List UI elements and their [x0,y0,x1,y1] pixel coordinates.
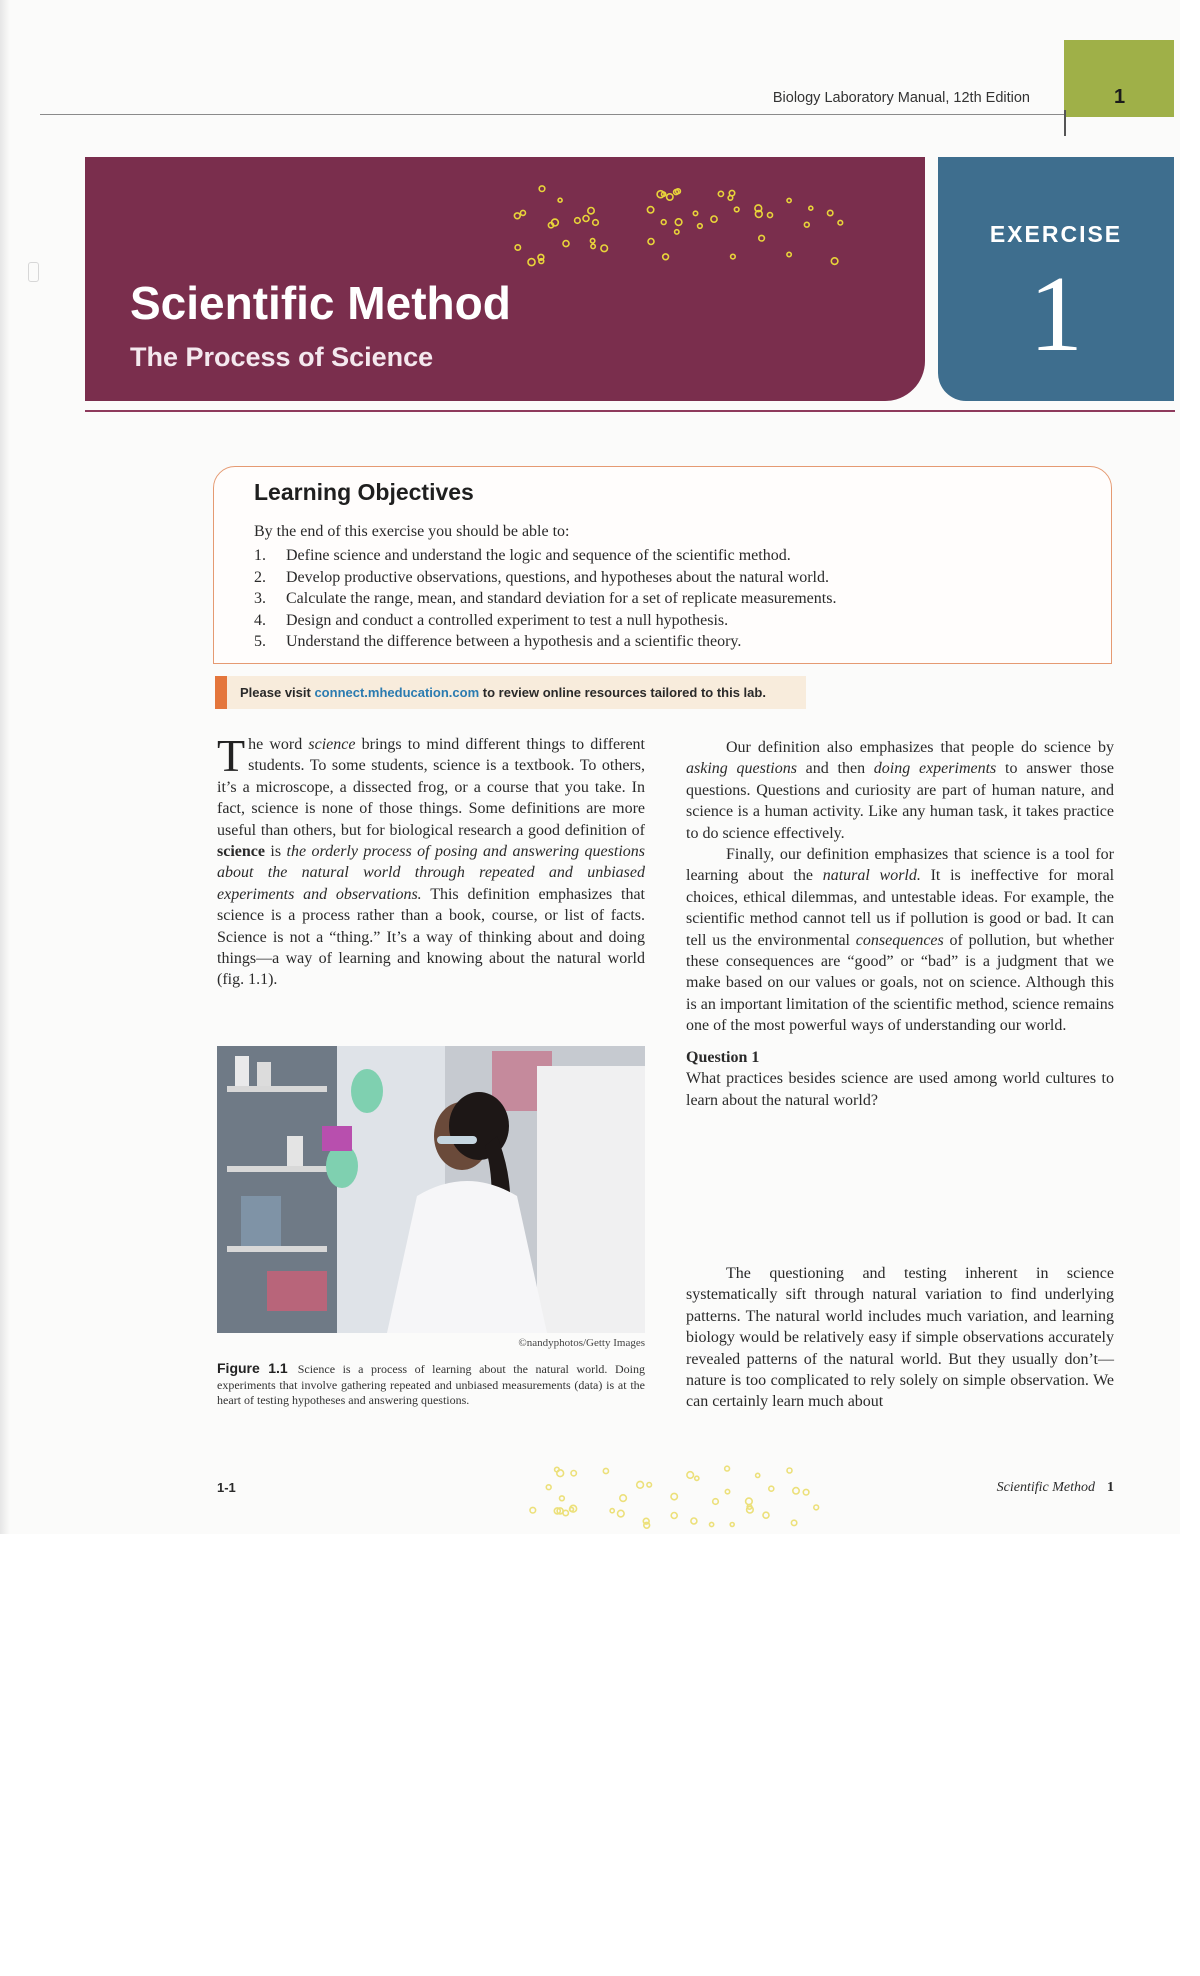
scan-edge-shadow [0,0,10,1534]
objective-text: Design and conduct a controlled experiment to test a null hypothesis. [286,611,729,629]
decorative-dot [718,191,723,196]
decorative-dot [711,216,717,222]
banner-rule [85,410,1175,412]
objective-number: 3. [254,590,266,607]
decorative-dot [593,220,599,226]
decorative-dot [759,235,765,241]
decorative-dot [730,1523,734,1527]
decorative-dot [671,1493,677,1499]
decorative-dot [768,213,773,218]
folio-title: Scientific Method [996,1480,1095,1495]
decorative-dot [539,259,544,264]
text-run: is [264,843,287,861]
online-resources-banner [215,676,806,709]
decorative-dot [691,1518,697,1524]
chapter-title: Scientific Method [130,277,511,329]
figure-caption [217,1361,645,1409]
decorative-dot [725,1489,729,1493]
decorative-dot [620,1495,627,1502]
decorative-dot [814,1505,819,1510]
decorative-dot [713,1499,719,1505]
banner-accent-bar [215,676,227,709]
objective-item [254,610,836,632]
exercise-box [938,157,1174,401]
decorative-dot [560,1496,565,1501]
definition-italic: the orderly process of posing and answering questions about the natural world through repeated and unbiased experiments and observations. [217,843,646,903]
decorative-dot [570,1507,574,1511]
decorative-dot [793,1488,799,1494]
folio-right [900,1480,1114,1496]
page-tab-number: 1 [1114,86,1126,108]
intro-paragraph [217,730,646,991]
paragraph [686,844,1114,1037]
decorative-dot [791,1520,796,1525]
decorative-dot [787,1468,792,1473]
figure-caption-text: Science is a process of learning about the natural world. Doing experiments that involve gathering repeated and unbiased measurements (data) is at the heart of testing hypotheses and answering questions. [217,1362,645,1407]
exercise-number: 1 [1029,255,1083,374]
decorative-dot [756,1473,760,1477]
running-header: Biology Laboratory Manual, 12th Edition [772,90,1030,106]
photo-credit: ©nandyphotos/Getty Images [518,1337,645,1349]
text-run: of pollution, but whether these consequences are “good” or “bad” is a judgment that we make based on our values or goals, not on science. Although this is an important limitation of the scientific method, science remains one of the most powerful ways of understanding our world. [686,931,1114,1035]
decorative-dot [515,245,520,250]
decorative-dot [583,216,589,222]
decorative-dot [563,1510,568,1515]
decorative-dot [539,186,545,192]
decorative-dot [601,245,608,252]
decorative-dot [588,208,594,214]
decorative-dot [591,244,595,248]
chapter-subtitle: The Process of Science [130,342,434,372]
italic-term: doing experiments [873,760,997,778]
decorative-dot [746,1498,753,1505]
decorative-dot [695,1476,699,1480]
decorative-dot [809,206,813,210]
decorative-dot [618,1510,625,1517]
italic-term: natural world. [822,867,921,885]
decorative-dot [663,254,669,260]
decorative-dot [804,222,809,227]
text-run: Finally, our definition emphasizes that science is a tool for learning about the [686,846,1114,885]
decorative-dot [514,213,520,219]
objective-text: Define science and understand the logic and sequence of the scientific method. [286,547,791,564]
decorative-dot [787,252,791,256]
decorative-dot [675,230,679,234]
decorative-dot [734,207,739,212]
decorative-dot [648,239,654,245]
text-run: brings to mind different things to different students. To some students, science is a textbook. To others, it’s a microscope, a dissected frog, or a course that you take. In fact, science is none of those things. Some definitions are more useful than others, but for biological research a good definition of [217,736,646,839]
decorative-dot [731,254,736,259]
text-run: to answer those questions. Questions and curiosity are part of human nature, and science is a human activity. Like any human task, it takes practice to do science effectively. [686,760,1115,842]
decorative-dot [530,1507,536,1513]
text-run: This definition emphasizes that science is a process rather than a book, course, or list of facts. Science is not a “thing.” It’s a way of thinking about and doing things—a way of learning and knowing about the natural world (fig. 1.1). [217,885,646,989]
italic-term: science [308,736,356,753]
objective-number: 5. [254,633,266,650]
learning-objectives-box [213,466,1112,664]
text-run: he word [248,736,309,753]
decorative-dot [610,1509,614,1513]
decorative-dot [675,219,682,226]
decorative-dot [558,198,562,202]
decorative-dot [555,1467,560,1472]
decorative-dot [575,218,581,224]
paragraph: The questioning and testing inherent in science systematically sift through natural variation to find underlying patterns. The natural world includes much variation, and learning biology would be relatively easy if simple observations accurately revealed patterns of the natural world. But they usually don’t—nature is too complicated to rely solely on simple observation. We can certainly learn much about [686,1265,1114,1411]
objective-item [254,631,836,653]
visit-suffix: to review online resources tailored to this lab. [479,685,766,700]
decorative-dot [803,1489,809,1495]
objective-text: Develop productive observations, questions, and hypotheses about the natural world. [286,568,829,586]
decorative-dot [667,194,673,200]
visit-prefix: Please visit [240,685,315,700]
folio-left: 1-1 [217,1480,236,1495]
decorative-dot [637,1481,644,1488]
decorative-dot [671,1513,677,1519]
right-column-continuation [686,1263,1114,1413]
exercise-label: EXERCISE [989,221,1123,247]
italic-term: asking questions [686,760,797,778]
objective-item [254,567,836,589]
decorative-dot [661,220,666,225]
objectives-heading: Learning Objectives [254,479,474,505]
objectives-intro: By the end of this exercise you should be able to: [254,523,570,540]
decorative-dot [787,198,791,202]
lab-photo-illustration [217,1046,645,1333]
resource-link[interactable]: connect.mheducation.com [314,685,480,700]
decorative-dot [728,196,733,201]
decorative-dot [571,1471,576,1476]
decorative-dot [828,210,833,215]
objective-number: 1. [254,547,266,564]
text-run: Our definition also emphasizes that people do science by [726,739,1114,756]
folio-page: 1 [1107,1480,1114,1495]
decorative-dot [838,220,843,225]
decorative-dot [603,1468,608,1473]
decorative-dot [528,259,535,266]
decorative-dot [521,210,526,215]
decorative-dot [769,1486,774,1491]
page-number-tab [1064,40,1174,117]
tab-tick [1064,110,1066,136]
bold-term: science [217,843,265,861]
objective-item [254,545,836,567]
decorative-dot [763,1512,769,1518]
decorative-dot [698,224,703,229]
decorative-dot [693,211,697,215]
binding-mark [28,262,39,282]
objective-number: 4. [254,611,266,629]
decorative-dot [687,1472,694,1479]
question-text: What practices besides science are used among world cultures to learn about the natural world? [686,1070,1114,1109]
decorative-dot [710,1522,714,1526]
question-heading: Question 1 [686,1048,760,1066]
drop-cap: T [217,730,246,781]
decorative-dot [831,258,838,265]
lab-photo [217,1046,645,1333]
text-run: and then [796,760,874,778]
decorative-dot [657,191,664,198]
objectives-list [254,545,836,653]
footer-dot-pattern [520,1462,840,1532]
objective-text: Calculate the range, mean, and standard deviation for a set of replicate measurements. [286,590,837,607]
decorative-dot [563,241,569,247]
decorative-dot [546,1485,551,1490]
header-rule [40,114,1065,115]
objective-item [254,588,836,610]
decorative-dot [647,1483,652,1488]
decorative-dot [725,1466,730,1471]
left-column-text [217,730,646,991]
paragraph [686,737,1114,844]
visit-text [240,685,766,700]
decorative-dot [647,207,653,213]
right-column-text [686,737,1114,1111]
italic-term: consequences [855,931,944,949]
objective-number: 2. [254,568,266,586]
objective-text: Understand the difference between a hypothesis and a scientific theory. [286,633,742,650]
decorative-dot [590,239,594,243]
decorative-dot [548,223,553,228]
text-run: It is ineffective for moral choices, ethical dilemmas, and untestable ideas. For example, the scientific method cannot tell us if pollution is good or bad. It can tell us the environmental [686,867,1115,949]
figure-label: Figure 1.1 [217,1360,288,1376]
